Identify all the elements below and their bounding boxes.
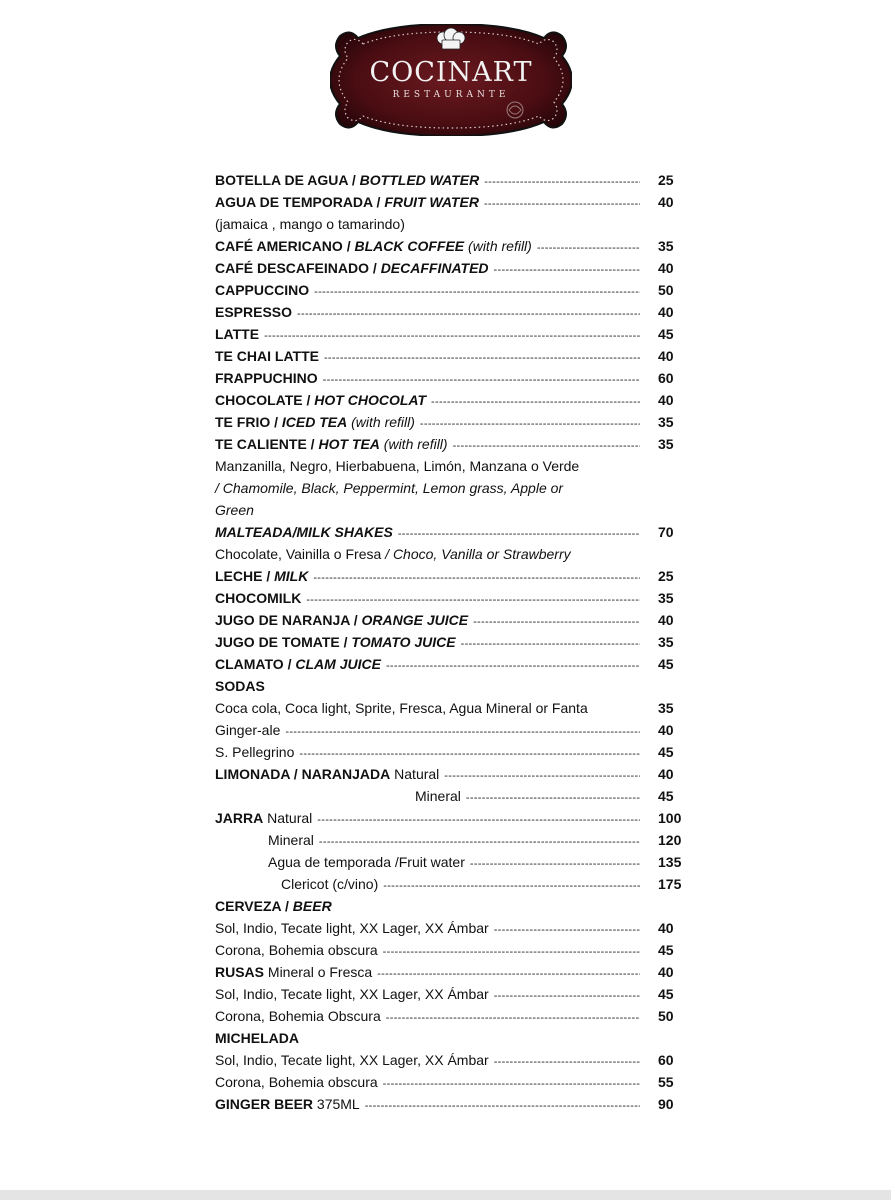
menu-item-label: [215, 939, 378, 961]
menu-item-price: 25: [658, 172, 674, 188]
menu-item-text: ICED TEA: [281, 414, 348, 430]
dot-leader: [470, 853, 640, 875]
menu-item-text: CERVEZA /: [215, 898, 293, 914]
menu-item-price: 40: [658, 722, 674, 738]
menu-item: [215, 851, 686, 873]
menu-item-text: CAPPUCCINO: [215, 282, 310, 298]
dot-leader: [484, 193, 640, 215]
menu-item: [215, 1071, 686, 1093]
menu-item: [215, 873, 686, 895]
menu-note: [215, 895, 686, 917]
menu-item-text: BEER: [292, 898, 332, 914]
menu-item: [215, 653, 686, 675]
menu-item-text: Natural: [390, 766, 440, 782]
menu-item: [215, 367, 686, 389]
menu-item-text: (with refill): [379, 436, 448, 452]
menu-item-price: 35: [658, 238, 674, 254]
menu-item-text: Sol, Indio, Tecate light, XX Lager, XX Ámbar: [215, 986, 489, 1002]
menu-item: [215, 939, 686, 961]
dot-leader: [317, 809, 640, 831]
dot-leader: [386, 1007, 640, 1029]
menu-item-text: CLAMATO /: [215, 656, 296, 672]
dot-leader: [494, 919, 640, 941]
menu-item-text: (with refill): [347, 414, 415, 430]
menu-item-text: CAFÉ AMERICANO /: [215, 238, 355, 254]
menu-item-label: [215, 257, 489, 279]
menu-item: [215, 917, 686, 939]
dot-leader: [313, 567, 640, 589]
dot-leader: [264, 325, 640, 347]
menu-item: [215, 257, 686, 279]
menu-item-price: 45: [658, 942, 674, 958]
menu-item: [215, 741, 686, 763]
menu-note: [215, 477, 686, 499]
menu-item-label: [215, 1005, 381, 1027]
menu-item-price: 40: [658, 392, 674, 408]
menu-item: [215, 983, 686, 1005]
dot-leader: [466, 787, 640, 809]
menu-item-price: 40: [658, 920, 674, 936]
menu-item-text: CLAM JUICE: [295, 656, 381, 672]
menu-item-text: Ginger-ale: [215, 722, 281, 738]
menu-item-text: MICHELADA: [215, 1030, 299, 1046]
menu-item: [215, 191, 686, 213]
menu-item-text: Corona, Bohemia obscura: [215, 942, 378, 958]
menu-item-label: [215, 301, 292, 323]
menu-item-price: 35: [658, 414, 674, 430]
dot-leader: [494, 1051, 640, 1073]
menu-item-label: [215, 389, 426, 411]
menu-item: [215, 279, 686, 301]
menu-item-price: 40: [658, 260, 674, 276]
menu-item-text: DECAFFINATED: [380, 260, 489, 276]
dot-leader: [383, 941, 640, 963]
menu-item-price: 50: [658, 282, 674, 298]
menu-item: [215, 961, 686, 983]
menu-item-price: 45: [658, 656, 674, 672]
menu-item-text: TE FRIO /: [215, 414, 282, 430]
menu-item-label: [215, 1049, 489, 1071]
menu-item-label: [215, 433, 448, 455]
menu-item-text: Green: [215, 502, 254, 518]
menu-item: [215, 169, 686, 191]
dot-leader: [285, 721, 640, 743]
menu-item-price: 45: [658, 788, 674, 804]
menu-item-text: Natural: [263, 810, 313, 826]
menu-item-text: TE CHAI LATTE: [215, 348, 319, 364]
menu-item-label: [215, 653, 381, 675]
menu-item-label: [215, 1093, 360, 1115]
menu-note: [215, 213, 686, 235]
menu-item-text: CHOCOLATE /: [215, 392, 315, 408]
menu-item-text: Sol, Indio, Tecate light, XX Lager, XX Ámbar: [215, 1052, 489, 1068]
dot-leader: [324, 347, 640, 369]
menu-item: [215, 807, 686, 829]
menu-item: [215, 411, 686, 433]
menu-item: [215, 1093, 686, 1115]
menu-item-price: 70: [658, 524, 674, 540]
dot-leader: [431, 391, 640, 413]
menu-item-text: Mineral: [268, 832, 314, 848]
menu-item-text: BOTELLA DE AGUA /: [215, 172, 360, 188]
menu-item-text: Coca cola, Coca light, Sprite, Fresca, Agua Mineral or Fanta: [215, 700, 588, 716]
menu-item-text: Corona, Bohemia Obscura: [215, 1008, 381, 1024]
menu-item: [215, 631, 686, 653]
menu-item-label: [215, 697, 588, 719]
menu-item-text: CAFÉ DESCAFEINADO /: [215, 260, 381, 276]
menu-item-price: 40: [658, 304, 674, 320]
menu-item-label: [215, 675, 265, 697]
menu-item-price: 45: [658, 326, 674, 342]
menu-item-price: 40: [658, 194, 674, 210]
menu-item-label: [215, 345, 319, 367]
menu-item-text: (with refill): [464, 238, 532, 254]
menu-note: [215, 543, 686, 565]
menu-item-label: [215, 895, 332, 917]
menu-item-text: Chocolate, Vainilla o Fresa: [215, 546, 386, 562]
menu-item-text: Sol, Indio, Tecate light, XX Lager, XX Ámbar: [215, 920, 489, 936]
dot-leader: [494, 259, 640, 281]
menu-item-text: MILK: [274, 568, 309, 584]
menu-item-text: LIMONADA / NARANJADA: [215, 766, 391, 782]
menu-item-text: RUSAS: [215, 964, 265, 980]
menu-item-label: [215, 1027, 299, 1049]
menu-item: [215, 323, 686, 345]
menu-item: [215, 433, 686, 455]
menu-item-label: [215, 961, 372, 983]
menu-item-price: 35: [658, 634, 674, 650]
dot-leader: [297, 303, 640, 325]
dot-leader: [377, 963, 640, 985]
menu-item-label: [215, 587, 301, 609]
menu-item-label: [215, 455, 579, 477]
menu-item: [215, 829, 686, 851]
menu-item-text: 375ML: [313, 1096, 360, 1112]
menu-item-label: [268, 829, 314, 851]
menu-item-label: [215, 631, 456, 653]
menu-item-text: HOT CHOCOLAT: [314, 392, 427, 408]
menu-item: [215, 719, 686, 741]
menu-item-text: Corona, Bohemia obscura: [215, 1074, 378, 1090]
menu-item-price: 40: [658, 348, 674, 364]
dot-leader: [398, 523, 640, 545]
menu-item-text: ORANGE JUICE: [361, 612, 469, 628]
dot-leader: [299, 743, 640, 765]
menu-item-text: Agua de temporada /Fruit water: [268, 854, 465, 870]
menu-item-price: 60: [658, 1052, 674, 1068]
menu-item: [215, 565, 686, 587]
menu-item-text: JUGO DE TOMATE /: [215, 634, 352, 650]
dot-leader: [494, 985, 640, 1007]
menu-item: [215, 1005, 686, 1027]
menu-item-text: FRUIT WATER: [384, 194, 479, 210]
menu-item-label: [215, 169, 479, 191]
menu-item-text: (jamaica , mango o tamarindo): [215, 216, 405, 232]
menu-item-label: [215, 499, 254, 521]
dot-leader: [386, 655, 640, 677]
menu-item: [215, 345, 686, 367]
menu-item-label: [215, 367, 318, 389]
menu-item-text: SODAS: [215, 678, 265, 694]
menu-item-label: [215, 763, 439, 785]
dot-leader: [473, 611, 640, 633]
menu-item-text: TOMATO JUICE: [351, 634, 456, 650]
dot-leader: [461, 633, 640, 655]
menu-note: [215, 499, 686, 521]
menu-item-price: 35: [658, 590, 674, 606]
menu-item-price: 50: [658, 1008, 674, 1024]
menu-item-text: TE CALIENTE /: [215, 436, 319, 452]
menu-item-label: [215, 235, 532, 257]
menu-item-text: ESPRESSO: [215, 304, 293, 320]
menu-item-label: [281, 873, 378, 895]
menu-item-label: [215, 477, 563, 499]
menu-item-label: [215, 983, 489, 1005]
menu-item-price: 175: [658, 876, 682, 892]
menu-item-text: HOT TEA: [318, 436, 380, 452]
dot-leader: [314, 281, 640, 303]
menu-item-text: FRAPPUCHINO: [215, 370, 318, 386]
menu-item-price: 35: [658, 436, 674, 452]
menu-item-label: [215, 323, 259, 345]
menu-item-text: GINGER BEER: [215, 1096, 314, 1112]
menu-item-label: [215, 411, 415, 433]
dot-leader: [383, 875, 640, 897]
menu-item: [215, 1049, 686, 1071]
dot-leader: [453, 435, 640, 457]
menu-item-price: 40: [658, 964, 674, 980]
logo-subtitle: RESTAURANTE: [392, 90, 510, 100]
dot-leader: [365, 1095, 640, 1117]
menu-item-text: / Chamomile, Black, Peppermint, Lemon grass, Apple or: [215, 480, 564, 496]
dot-leader: [444, 765, 640, 787]
menu-item-label: [268, 851, 465, 873]
menu-item-price: 55: [658, 1074, 674, 1090]
menu-item: [215, 763, 686, 785]
menu-item-label: [215, 565, 308, 587]
logo-name: COCINART: [369, 57, 533, 88]
menu-item-price: 40: [658, 612, 674, 628]
menu-note: [215, 675, 686, 697]
menu-item-label: [215, 543, 571, 565]
menu-item-label: [215, 917, 489, 939]
menu-list: [215, 169, 686, 1115]
menu-item-text: Mineral: [415, 788, 461, 804]
menu-item-text: JUGO DE NARANJA /: [215, 612, 362, 628]
menu-item: [215, 587, 686, 609]
menu-item-text: MALTEADA/MILK SHAKES: [215, 524, 393, 540]
menu-item-price: 120: [658, 832, 682, 848]
menu-item-text: Manzanilla, Negro, Hierbabuena, Limón, Manzana o Verde: [215, 458, 580, 474]
menu-item-price: 25: [658, 568, 674, 584]
menu-item-text: Mineral o Fresca: [264, 964, 373, 980]
menu-item-price: 100: [658, 810, 682, 826]
menu-item-price: 60: [658, 370, 674, 386]
dot-leader: [383, 1073, 640, 1095]
menu-item-text: LECHE /: [215, 568, 275, 584]
menu-item: [215, 697, 686, 719]
menu-item-label: [215, 609, 468, 631]
menu-item-label: [215, 1071, 378, 1093]
menu-item: [215, 521, 686, 543]
menu-item-label: [215, 191, 479, 213]
menu-item-label: [215, 807, 312, 829]
menu-item: [215, 389, 686, 411]
menu-note: [215, 1027, 686, 1049]
dot-leader: [537, 237, 640, 259]
dot-leader: [323, 369, 640, 391]
menu-item-price: 35: [658, 700, 674, 716]
menu-note: [215, 455, 686, 477]
menu-item-label: [415, 785, 461, 807]
menu-item: [215, 235, 686, 257]
menu-item-text: BLACK COFFEE: [354, 238, 465, 254]
menu-item-text: Clericot (c/vino): [281, 876, 379, 892]
menu-item-label: [215, 741, 294, 763]
menu-item-text: BOTTLED WATER: [359, 172, 480, 188]
restaurant-logo: [330, 24, 572, 136]
menu-item-text: S. Pellegrino: [215, 744, 295, 760]
menu-item-price: 90: [658, 1096, 674, 1112]
menu-item: [215, 609, 686, 631]
menu-item-text: JARRA: [215, 810, 264, 826]
dot-leader: [484, 171, 640, 193]
menu-item-label: [215, 521, 393, 543]
menu-item-label: [215, 719, 280, 741]
menu-item: [215, 785, 686, 807]
menu-item-price: 45: [658, 744, 674, 760]
menu-item-price: 40: [658, 766, 674, 782]
menu-item-label: [215, 213, 405, 235]
menu-item-text: CHOCOMILK: [215, 590, 302, 606]
menu-item-price: 135: [658, 854, 682, 870]
dot-leader: [319, 831, 640, 853]
menu-item-text: AGUA DE TEMPORADA /: [215, 194, 385, 210]
dot-leader: [420, 413, 640, 435]
menu-item: [215, 301, 686, 323]
menu-item-text: / Choco, Vanilla or Strawberry: [385, 546, 571, 562]
menu-item-price: 45: [658, 986, 674, 1002]
menu-item-label: [215, 279, 309, 301]
menu-item-text: LATTE: [215, 326, 260, 342]
dot-leader: [306, 589, 640, 611]
